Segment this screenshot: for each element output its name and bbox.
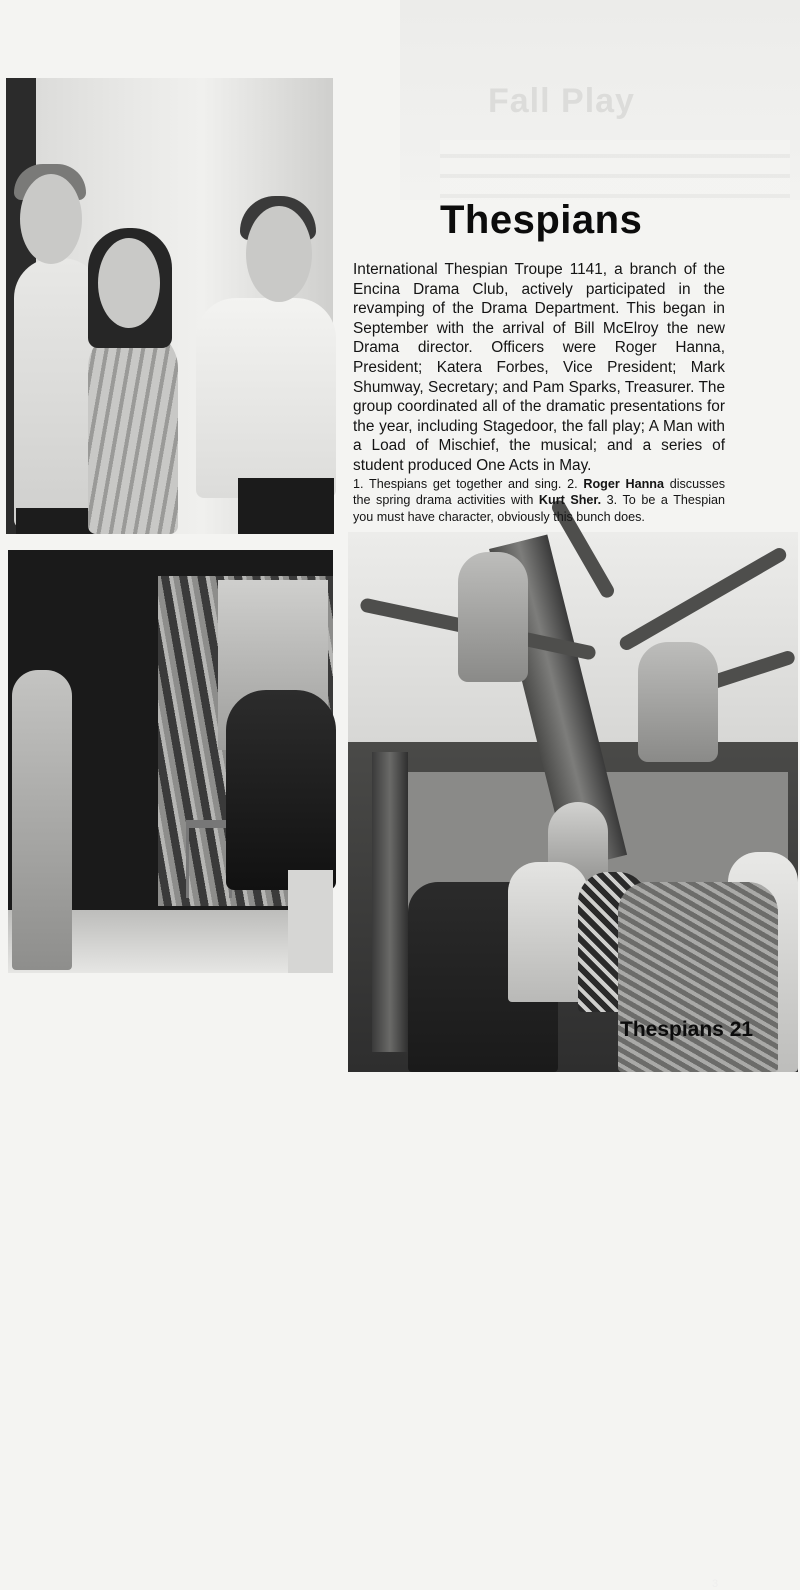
caption-name: Kurt Sher. bbox=[538, 493, 602, 508]
singer-left-trousers bbox=[16, 508, 96, 534]
face-middle bbox=[98, 238, 160, 328]
page-title: Thespians bbox=[440, 198, 643, 242]
standing-actor bbox=[12, 670, 72, 970]
student bbox=[508, 862, 588, 1002]
caption-part: 3. To be a Thespian you must have character, obviously this bunch does. bbox=[353, 493, 726, 524]
article-body: International Thespian Troupe 1141, a branch of the Encina Drama Club, actively participated in the revamping of the Drama Department. This began in September with the arrival of Bill McElroy the new Drama director. Officers were Roger Hanna, President; Katera Forbes, Vice President; Mark Shumway, Secretary; and Pam Sparks, Treasurer. The group coordinated all of the dramatic presentations for the year, including Stagedoor, the fall play; A Man with a Load of Mischief, the musical; and a series of student produced One Acts in May. bbox=[353, 261, 725, 474]
caption-name: Roger Hanna bbox=[583, 477, 664, 491]
face-left bbox=[20, 174, 82, 264]
caption-part: discusses the spring drama activities with bbox=[353, 477, 725, 508]
photo-caption bbox=[353, 476, 725, 525]
folio-section: Thespians bbox=[620, 1018, 724, 1041]
singer-middle-dress bbox=[88, 328, 178, 534]
singer-right-trousers bbox=[238, 478, 334, 534]
face-right bbox=[246, 206, 312, 302]
stage-post bbox=[288, 870, 333, 973]
photo-singers bbox=[6, 78, 333, 534]
photo-tree-group bbox=[348, 532, 798, 1590]
student bbox=[618, 882, 778, 1072]
climber-hanging bbox=[638, 642, 718, 762]
page-folio bbox=[620, 1018, 753, 1042]
ghost-title-bleedthrough: Fall Play bbox=[488, 82, 635, 120]
caption-part: 1. Thespians get together and sing. 2. bbox=[353, 477, 584, 491]
climber-in-tree bbox=[458, 552, 528, 682]
building-column bbox=[372, 752, 408, 1052]
photo-stage bbox=[8, 550, 333, 973]
folio-page-number: 21 bbox=[729, 1018, 754, 1041]
photo-number: 3 bbox=[712, 1578, 719, 1590]
singer-right bbox=[196, 298, 336, 498]
seated-actor bbox=[226, 690, 336, 890]
